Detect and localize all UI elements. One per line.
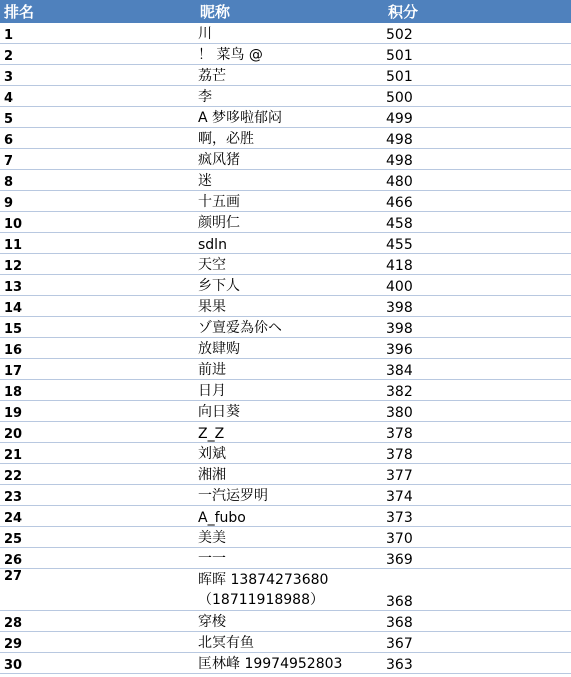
- score-cell: 378: [384, 443, 571, 464]
- rank-cell: 21: [0, 443, 196, 464]
- table-row: [0, 128, 571, 149]
- rank-cell: 5: [0, 107, 196, 128]
- rank-cell: 1: [0, 23, 196, 44]
- nickname-cell: 乡下人: [196, 275, 384, 296]
- nickname-cell: 向日葵: [196, 401, 384, 422]
- table-row: [0, 317, 571, 338]
- table-row: [0, 569, 571, 611]
- nickname-line-1: 晖晖 13874273680: [198, 572, 329, 588]
- nickname-cell: 一一: [196, 548, 384, 569]
- rank-cell: 30: [0, 653, 196, 674]
- nickname-cell: ！ 菜鸟 @: [196, 44, 384, 65]
- rank-cell: 8: [0, 170, 196, 191]
- nickname-cell: 果果: [196, 296, 384, 317]
- table-row: [0, 632, 571, 653]
- table-row: [0, 380, 571, 401]
- rank-cell: 15: [0, 317, 196, 338]
- table-row: [0, 443, 571, 464]
- rank-cell: 11: [0, 233, 196, 254]
- score-cell: 377: [384, 464, 571, 485]
- nickname-cell: 日月: [196, 380, 384, 401]
- score-cell: 396: [384, 338, 571, 359]
- score-cell: 368: [384, 569, 571, 611]
- nickname-cell: 刘斌: [196, 443, 384, 464]
- rank-cell: 22: [0, 464, 196, 485]
- score-cell: 458: [384, 212, 571, 233]
- score-cell: 400: [384, 275, 571, 296]
- table-row: [0, 86, 571, 107]
- rank-cell: 28: [0, 611, 196, 632]
- table-row: [0, 401, 571, 422]
- rank-cell: 6: [0, 128, 196, 149]
- nickname-cell: 疯风猪: [196, 149, 384, 170]
- table-row: [0, 212, 571, 233]
- table-row: [0, 107, 571, 128]
- rank-cell: 18: [0, 380, 196, 401]
- table-row: [0, 653, 571, 674]
- score-cell: 369: [384, 548, 571, 569]
- nickname-cell: 美美: [196, 527, 384, 548]
- rank-cell: 25: [0, 527, 196, 548]
- rank-cell: 14: [0, 296, 196, 317]
- score-cell: 398: [384, 317, 571, 338]
- header-score: 积分: [384, 0, 571, 23]
- table-row: [0, 65, 571, 86]
- nickname-cell: 北冥有鱼: [196, 632, 384, 653]
- rank-cell: 23: [0, 485, 196, 506]
- score-cell: 502: [384, 23, 571, 44]
- table-row: [0, 149, 571, 170]
- score-cell: 378: [384, 422, 571, 443]
- score-cell: 382: [384, 380, 571, 401]
- table-row: [0, 275, 571, 296]
- rank-cell: 26: [0, 548, 196, 569]
- score-cell: 501: [384, 65, 571, 86]
- header-row: [0, 0, 571, 23]
- score-cell: 367: [384, 632, 571, 653]
- table-row: [0, 548, 571, 569]
- table-row: [0, 44, 571, 65]
- rank-cell: 17: [0, 359, 196, 380]
- rank-cell: 3: [0, 65, 196, 86]
- table-row: [0, 338, 571, 359]
- header-nickname: 昵称: [196, 0, 384, 23]
- nickname-cell: 前进: [196, 359, 384, 380]
- rank-cell: 2: [0, 44, 196, 65]
- table-row: [0, 191, 571, 212]
- score-cell: 455: [384, 233, 571, 254]
- score-cell: 398: [384, 296, 571, 317]
- score-cell: 498: [384, 149, 571, 170]
- rank-cell: 10: [0, 212, 196, 233]
- rank-cell: 19: [0, 401, 196, 422]
- score-cell: 501: [384, 44, 571, 65]
- ranking-table-header: [0, 0, 571, 23]
- nickname-cell: [196, 569, 384, 611]
- score-cell: 498: [384, 128, 571, 149]
- nickname-cell: 穿梭: [196, 611, 384, 632]
- score-cell: 384: [384, 359, 571, 380]
- table-row: [0, 296, 571, 317]
- nickname-cell: 颜明仁: [196, 212, 384, 233]
- rank-cell: 13: [0, 275, 196, 296]
- table-row: [0, 233, 571, 254]
- nickname-cell: 天空: [196, 254, 384, 275]
- score-cell: 500: [384, 86, 571, 107]
- table-row: [0, 359, 571, 380]
- score-cell: 499: [384, 107, 571, 128]
- rank-cell: 7: [0, 149, 196, 170]
- nickname-cell: sdln: [196, 233, 384, 254]
- nickname-cell: 迷: [196, 170, 384, 191]
- score-cell: 480: [384, 170, 571, 191]
- table-row: [0, 422, 571, 443]
- rank-cell: 16: [0, 338, 196, 359]
- ranking-table-body: [0, 23, 571, 674]
- nickname-cell: 荔芒: [196, 65, 384, 86]
- table-row: [0, 485, 571, 506]
- nickname-cell: 李: [196, 86, 384, 107]
- score-cell: 418: [384, 254, 571, 275]
- table-row: [0, 464, 571, 485]
- table-row: [0, 611, 571, 632]
- nickname-cell: 川: [196, 23, 384, 44]
- nickname-cell: 匡林峰 19974952803: [196, 653, 384, 674]
- nickname-cell: ゾ亶爱為伱ヘ: [196, 317, 384, 338]
- table-row: [0, 527, 571, 548]
- nickname-cell: Z_Z: [196, 422, 384, 443]
- rank-cell: 20: [0, 422, 196, 443]
- nickname-cell: A_fubo: [196, 506, 384, 527]
- rank-cell: 4: [0, 86, 196, 107]
- nickname-cell: A 梦哆啦郁闷: [196, 107, 384, 128]
- nickname-cell: 湘湘: [196, 464, 384, 485]
- table-row: [0, 170, 571, 191]
- rank-cell: 9: [0, 191, 196, 212]
- table-row: [0, 506, 571, 527]
- score-cell: 374: [384, 485, 571, 506]
- nickname-cell: 一汽运罗明: [196, 485, 384, 506]
- rank-cell: 24: [0, 506, 196, 527]
- nickname-cell: 放肆购: [196, 338, 384, 359]
- nickname-cell: 十五画: [196, 191, 384, 212]
- score-cell: 370: [384, 527, 571, 548]
- score-cell: 466: [384, 191, 571, 212]
- score-cell: 373: [384, 506, 571, 527]
- score-cell: 368: [384, 611, 571, 632]
- rank-cell: 27: [0, 569, 196, 611]
- nickname-cell: 啊，必胜: [196, 128, 384, 149]
- nickname-line-2: （18711918988）: [198, 592, 324, 608]
- rank-cell: 29: [0, 632, 196, 653]
- score-cell: 363: [384, 653, 571, 674]
- score-cell: 380: [384, 401, 571, 422]
- table-row: [0, 254, 571, 275]
- rank-cell: 12: [0, 254, 196, 275]
- header-rank: 排名: [0, 0, 196, 23]
- table-row: [0, 23, 571, 44]
